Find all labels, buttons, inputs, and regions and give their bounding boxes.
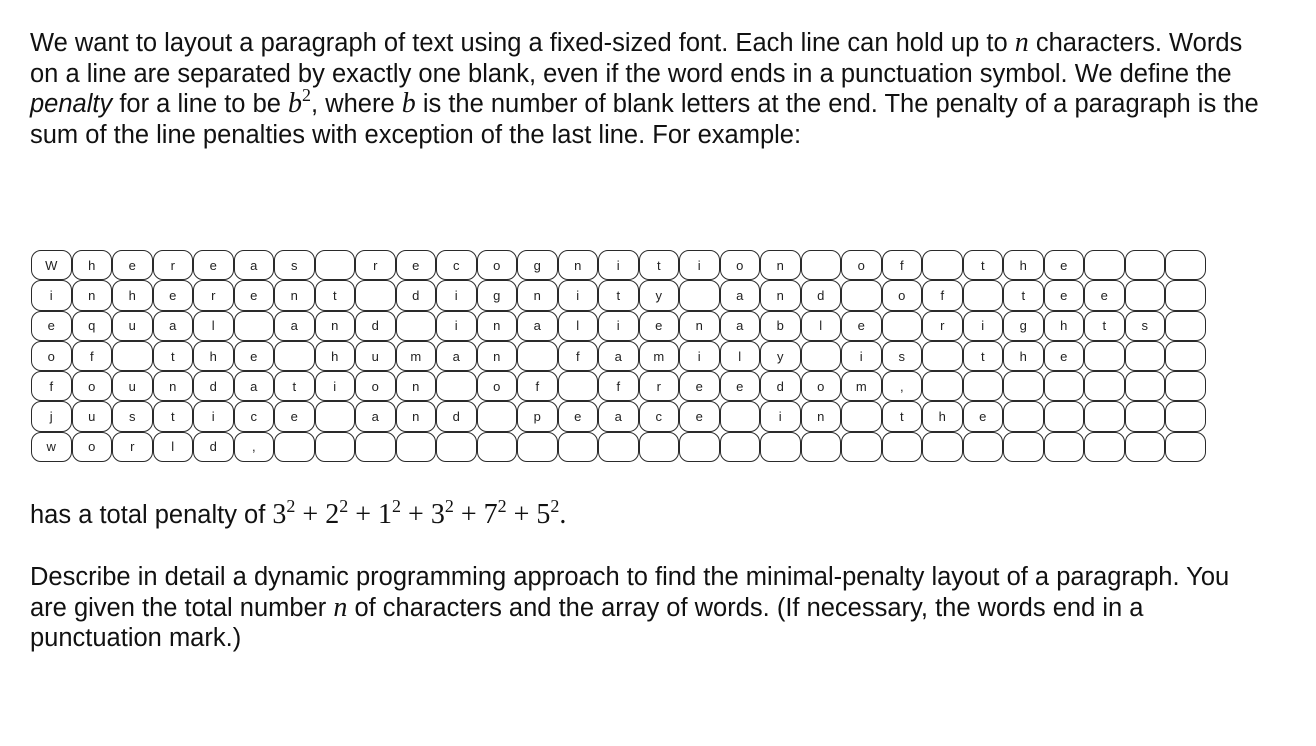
grid-cell bbox=[1165, 250, 1206, 280]
problem-statement bbox=[30, 28, 1260, 150]
grid-cell bbox=[517, 341, 558, 371]
grid-cell: s bbox=[112, 401, 153, 431]
grid-cell: , bbox=[234, 432, 275, 462]
grid-cell: a bbox=[234, 371, 275, 401]
grid-cell bbox=[1084, 250, 1125, 280]
grid-cell: o bbox=[882, 280, 923, 310]
grid-cell: o bbox=[72, 371, 113, 401]
grid-cell: n bbox=[760, 280, 801, 310]
grid-cell: l bbox=[193, 311, 234, 341]
grid-cell: t bbox=[153, 401, 194, 431]
grid-cell: o bbox=[355, 371, 396, 401]
grid-cell: e bbox=[1044, 341, 1085, 371]
grid-cell: a bbox=[234, 250, 275, 280]
grid-cell: h bbox=[922, 401, 963, 431]
grid-cell bbox=[477, 401, 518, 431]
grid-cell: i bbox=[31, 280, 72, 310]
grid-cell bbox=[558, 432, 599, 462]
grid-cell: b bbox=[760, 311, 801, 341]
grid-cell: i bbox=[963, 311, 1004, 341]
grid-cell bbox=[1044, 432, 1085, 462]
grid-cell bbox=[558, 371, 599, 401]
grid-cell: l bbox=[558, 311, 599, 341]
grid-cell: t bbox=[153, 341, 194, 371]
question-text-1: Describe in detail a dynamic programming approach to find the minimal-penalty layout of a paragraph. You are given the total number bbox=[30, 563, 1230, 622]
grid-cell: t bbox=[882, 401, 923, 431]
grid-cell bbox=[922, 250, 963, 280]
grid-cell: t bbox=[315, 280, 356, 310]
grid-cell: i bbox=[679, 341, 720, 371]
grid-cell bbox=[922, 341, 963, 371]
grid-cell: r bbox=[922, 311, 963, 341]
grid-cell: n bbox=[801, 401, 842, 431]
grid-cell bbox=[882, 432, 923, 462]
grid-cell: t bbox=[274, 371, 315, 401]
grid-cell: n bbox=[760, 250, 801, 280]
grid-cell: e bbox=[639, 311, 680, 341]
grid-cell bbox=[841, 401, 882, 431]
grid-cell: i bbox=[598, 311, 639, 341]
grid-cell: t bbox=[963, 250, 1004, 280]
grid-cell: f bbox=[922, 280, 963, 310]
grid-cell: , bbox=[882, 371, 923, 401]
grid-cell: f bbox=[31, 371, 72, 401]
grid-cell: o bbox=[841, 250, 882, 280]
grid-cell: n bbox=[153, 371, 194, 401]
intro-text-4: , where bbox=[311, 90, 395, 118]
grid-cell: e bbox=[1044, 280, 1085, 310]
grid-cell bbox=[517, 432, 558, 462]
variable-n-question: n bbox=[333, 591, 348, 623]
grid-cell: y bbox=[639, 280, 680, 310]
grid-cell bbox=[1165, 371, 1206, 401]
grid-cell: d bbox=[801, 280, 842, 310]
variable-b: b bbox=[288, 88, 303, 119]
grid-cell: f bbox=[598, 371, 639, 401]
grid-cell: r bbox=[193, 280, 234, 310]
grid-cell: a bbox=[274, 311, 315, 341]
grid-cell: g bbox=[517, 250, 558, 280]
grid-cell bbox=[112, 341, 153, 371]
grid-cell bbox=[315, 250, 356, 280]
grid-cell: e bbox=[963, 401, 1004, 431]
grid-cell: s bbox=[1125, 311, 1166, 341]
grid-cell: i bbox=[193, 401, 234, 431]
grid-cell bbox=[1165, 311, 1206, 341]
grid-cell: h bbox=[72, 250, 113, 280]
grid-cell bbox=[922, 371, 963, 401]
grid-cell bbox=[963, 371, 1004, 401]
grid-cell: a bbox=[598, 401, 639, 431]
grid-cell bbox=[1044, 401, 1085, 431]
grid-cell: m bbox=[841, 371, 882, 401]
grid-cell bbox=[1003, 432, 1044, 462]
grid-cell: o bbox=[477, 371, 518, 401]
grid-cell: l bbox=[153, 432, 194, 462]
grid-cell: m bbox=[396, 341, 437, 371]
grid-cell: d bbox=[355, 311, 396, 341]
grid-cell: t bbox=[1084, 311, 1125, 341]
variable-b-2: b bbox=[401, 88, 416, 119]
grid-cell: d bbox=[193, 432, 234, 462]
grid-cell bbox=[963, 432, 1004, 462]
grid-cell bbox=[639, 432, 680, 462]
grid-cell: n bbox=[477, 311, 518, 341]
penalty-text: has a total penalty of bbox=[30, 501, 266, 529]
penalty-term: penalty bbox=[30, 90, 113, 118]
grid-cell bbox=[1084, 341, 1125, 371]
grid-cell bbox=[436, 371, 477, 401]
grid-cell: e bbox=[679, 401, 720, 431]
grid-cell: y bbox=[760, 341, 801, 371]
grid-cell: u bbox=[112, 311, 153, 341]
grid-cell: j bbox=[31, 401, 72, 431]
grid-cell: n bbox=[396, 371, 437, 401]
grid-cell: u bbox=[112, 371, 153, 401]
character-grid bbox=[31, 250, 1206, 462]
grid-cell: e bbox=[1084, 280, 1125, 310]
intro-text-5: is the number of blank letters at the end. The penalty of a paragraph is the sum of the line penalties with exception of the last line. For example: bbox=[30, 90, 1259, 149]
grid-cell: d bbox=[396, 280, 437, 310]
grid-cell: a bbox=[598, 341, 639, 371]
grid-cell: q bbox=[72, 311, 113, 341]
grid-cell: s bbox=[882, 341, 923, 371]
question-text-2: of characters and the array of words. (If necessary, the words end in a punctuation mark.) bbox=[30, 593, 1144, 652]
grid-cell bbox=[1165, 432, 1206, 462]
grid-cell: e bbox=[720, 371, 761, 401]
grid-cell: e bbox=[274, 401, 315, 431]
grid-cell: f bbox=[72, 341, 113, 371]
grid-cell: o bbox=[477, 250, 518, 280]
grid-cell bbox=[355, 280, 396, 310]
grid-cell: i bbox=[558, 280, 599, 310]
grid-cell: s bbox=[274, 250, 315, 280]
grid-cell bbox=[1125, 401, 1166, 431]
grid-cell: o bbox=[720, 250, 761, 280]
grid-cell: i bbox=[436, 311, 477, 341]
grid-cell bbox=[355, 432, 396, 462]
grid-cell bbox=[679, 280, 720, 310]
grid-cell: h bbox=[193, 341, 234, 371]
grid-cell: e bbox=[112, 250, 153, 280]
exponent-2: 2 bbox=[302, 85, 312, 105]
grid-cell: e bbox=[558, 401, 599, 431]
grid-cell bbox=[841, 432, 882, 462]
grid-cell: o bbox=[31, 341, 72, 371]
grid-cell: d bbox=[193, 371, 234, 401]
grid-cell bbox=[1003, 401, 1044, 431]
grid-cell bbox=[720, 432, 761, 462]
grid-cell: n bbox=[72, 280, 113, 310]
grid-cell bbox=[1044, 371, 1085, 401]
grid-cell bbox=[882, 311, 923, 341]
grid-cell: a bbox=[517, 311, 558, 341]
grid-cell: r bbox=[112, 432, 153, 462]
grid-cell: d bbox=[436, 401, 477, 431]
grid-cell bbox=[234, 311, 275, 341]
grid-cell bbox=[1165, 341, 1206, 371]
grid-cell: u bbox=[355, 341, 396, 371]
grid-cell: a bbox=[720, 280, 761, 310]
grid-cell bbox=[1165, 401, 1206, 431]
variable-n: n bbox=[1014, 27, 1029, 58]
grid-cell: c bbox=[639, 401, 680, 431]
grid-cell bbox=[477, 432, 518, 462]
grid-cell: a bbox=[355, 401, 396, 431]
grid-cell bbox=[1084, 432, 1125, 462]
grid-cell: n bbox=[274, 280, 315, 310]
grid-cell bbox=[1003, 371, 1044, 401]
grid-cell: e bbox=[1044, 250, 1085, 280]
grid-cell bbox=[598, 432, 639, 462]
grid-cell: t bbox=[598, 280, 639, 310]
question-text bbox=[30, 562, 1260, 654]
grid-cell bbox=[801, 341, 842, 371]
grid-cell: n bbox=[517, 280, 558, 310]
grid-cell bbox=[1125, 341, 1166, 371]
grid-cell bbox=[396, 432, 437, 462]
grid-cell bbox=[1125, 371, 1166, 401]
grid-cell: w bbox=[31, 432, 72, 462]
grid-cell: n bbox=[679, 311, 720, 341]
grid-cell: l bbox=[801, 311, 842, 341]
grid-cell: n bbox=[558, 250, 599, 280]
grid-cell: h bbox=[1003, 250, 1044, 280]
grid-cell: e bbox=[31, 311, 72, 341]
grid-cell: m bbox=[639, 341, 680, 371]
grid-cell: u bbox=[72, 401, 113, 431]
grid-cell: i bbox=[841, 341, 882, 371]
grid-cell: t bbox=[639, 250, 680, 280]
grid-cell: c bbox=[436, 250, 477, 280]
grid-cell: t bbox=[1003, 280, 1044, 310]
grid-cell: r bbox=[153, 250, 194, 280]
grid-cell: n bbox=[315, 311, 356, 341]
grid-cell bbox=[963, 280, 1004, 310]
grid-cell bbox=[315, 432, 356, 462]
grid-cell: e bbox=[234, 341, 275, 371]
grid-cell bbox=[436, 432, 477, 462]
grid-cell bbox=[274, 341, 315, 371]
penalty-sum: $3^2 + 2^2 + 1^2 + 3^2 + 7^2 + 5^2$. bbox=[272, 496, 567, 530]
grid-cell bbox=[1084, 371, 1125, 401]
grid-cell bbox=[1125, 432, 1166, 462]
grid-cell: h bbox=[1044, 311, 1085, 341]
grid-cell bbox=[801, 432, 842, 462]
grid-cell: i bbox=[315, 371, 356, 401]
grid-cell bbox=[801, 250, 842, 280]
grid-cell: i bbox=[598, 250, 639, 280]
grid-cell: r bbox=[355, 250, 396, 280]
grid-cell: f bbox=[558, 341, 599, 371]
grid-cell: a bbox=[720, 311, 761, 341]
intro-text-2: characters. Words on a line are separated by exactly one blank, even if the word ends in a punctuation symbol. We define the bbox=[30, 29, 1243, 88]
grid-cell bbox=[760, 432, 801, 462]
grid-cell: d bbox=[760, 371, 801, 401]
grid-cell: o bbox=[801, 371, 842, 401]
grid-cell: f bbox=[882, 250, 923, 280]
grid-cell: e bbox=[234, 280, 275, 310]
grid-cell: a bbox=[153, 311, 194, 341]
grid-cell: n bbox=[396, 401, 437, 431]
grid-cell: f bbox=[517, 371, 558, 401]
grid-cell bbox=[679, 432, 720, 462]
grid-cell: i bbox=[679, 250, 720, 280]
grid-cell bbox=[1165, 280, 1206, 310]
grid-cell bbox=[841, 280, 882, 310]
grid-cell: e bbox=[679, 371, 720, 401]
grid-cell: g bbox=[1003, 311, 1044, 341]
grid-cell bbox=[315, 401, 356, 431]
grid-cell: h bbox=[315, 341, 356, 371]
grid-cell: i bbox=[760, 401, 801, 431]
grid-cell: h bbox=[1003, 341, 1044, 371]
grid-cell: o bbox=[72, 432, 113, 462]
total-penalty-line bbox=[30, 496, 1260, 531]
grid-cell: h bbox=[112, 280, 153, 310]
grid-cell bbox=[396, 311, 437, 341]
grid-cell: W bbox=[31, 250, 72, 280]
grid-cell: t bbox=[963, 341, 1004, 371]
grid-cell bbox=[720, 401, 761, 431]
grid-cell: i bbox=[436, 280, 477, 310]
intro-text-3: for a line to be bbox=[119, 90, 281, 118]
grid-cell: g bbox=[477, 280, 518, 310]
grid-cell bbox=[274, 432, 315, 462]
grid-cell: n bbox=[477, 341, 518, 371]
grid-cell bbox=[1084, 401, 1125, 431]
grid-cell: a bbox=[436, 341, 477, 371]
grid-cell: e bbox=[841, 311, 882, 341]
grid-cell: l bbox=[720, 341, 761, 371]
grid-cell: e bbox=[153, 280, 194, 310]
grid-cell: r bbox=[639, 371, 680, 401]
intro-text-1: We want to layout a paragraph of text using a fixed-sized font. Each line can hold up to bbox=[30, 29, 1008, 57]
grid-cell: c bbox=[234, 401, 275, 431]
grid-cell: p bbox=[517, 401, 558, 431]
grid-cell: e bbox=[193, 250, 234, 280]
grid-cell bbox=[1125, 250, 1166, 280]
grid-cell bbox=[922, 432, 963, 462]
grid-cell bbox=[1125, 280, 1166, 310]
grid-cell: e bbox=[396, 250, 437, 280]
